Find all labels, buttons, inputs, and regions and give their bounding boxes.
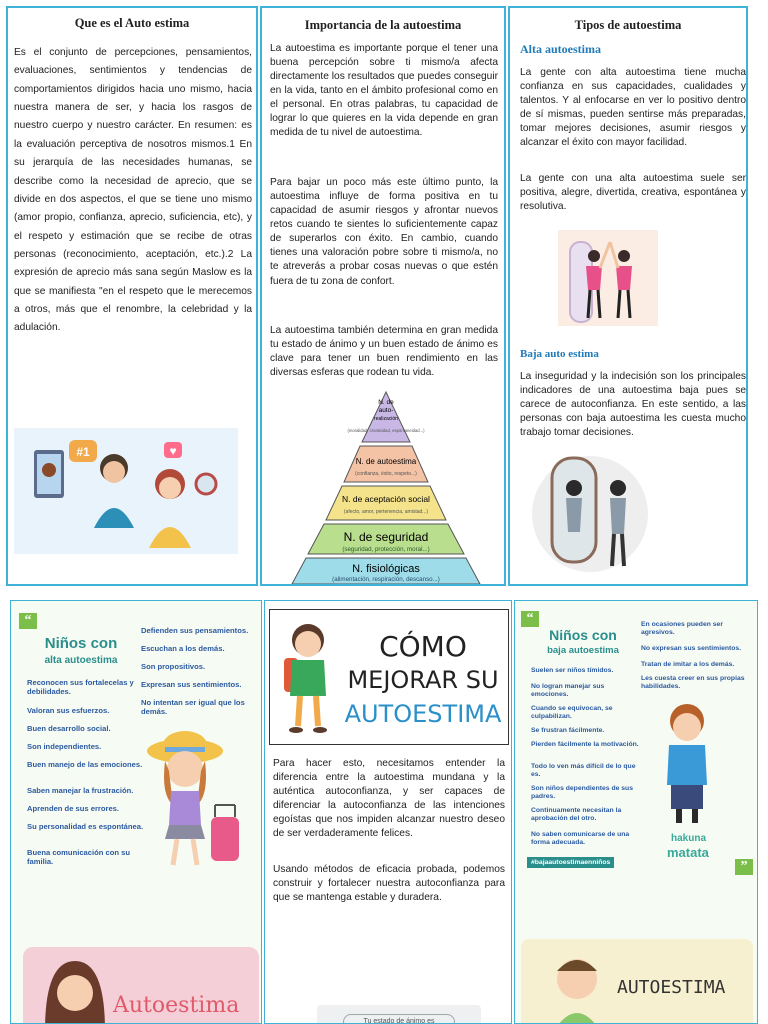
quote-end-icon: ” (735, 859, 753, 875)
heart-icon: ♥ (169, 444, 177, 458)
panel-como-mejorar (264, 600, 512, 1024)
illustration-high-five (558, 230, 658, 326)
panel-title: Que es el Auto estima (74, 16, 190, 30)
list-item: Son independientes. (27, 742, 102, 751)
list-item: Buen manejo de las emociones. (27, 760, 143, 769)
panel-body: Es el conjunto de percepciones, pensamientos, evaluaciones, sentimientos y tendencias de comportamientos dirigidos hacia uno mismo, hacia nuestra manera de ser, y hacia los rasgos de nuestro cuerpo y nuestro carácter. En resumen: es la evaluación perceptiva de nosotros mismos.1 En su jerarquía de las necesidades humanas, se describe como la necesidad de aprecio, que se divide en dos aspectos, el que se tiene uno mismo (amor propio, confianza, aprecio, suficiencia, etc), y el respeto y estimación que se recibe de otras personas (reconocimiento, aceptación, etc.).2 La expresión de aprecio más sana según Maslow es la que se manifiesta "en el respeto que le merecemos a otros, más que el renombre, la celebridad y la adulación. (14, 47, 252, 334)
pyramid-label: realización (374, 416, 398, 422)
quote-mark-icon: “ (19, 613, 37, 629)
pyramid-label: N. de seguridad (343, 530, 429, 544)
list-item: Escuchan a los demás. (141, 644, 225, 653)
list-item: Suelen ser niños tímidos. (531, 667, 614, 674)
list-item: No logran manejar sus emociones. (531, 683, 605, 698)
heading-box (269, 609, 509, 745)
pyramid-label: N. de (378, 399, 394, 406)
banner-title: Autoestima (113, 993, 240, 1018)
banner-autoestima-boy (521, 939, 753, 1024)
footer-pill: Tu estado de ánimo es (343, 1014, 455, 1024)
list-item: Defienden sus pensamientos. (141, 626, 249, 635)
info-title-line1: Niños con (549, 627, 617, 643)
pyramid-detail: (alimentación, respiración, descanso...) (332, 576, 440, 583)
footer-card (317, 1005, 481, 1024)
list-item: Todo lo ven más difícil de lo que es. (531, 763, 636, 778)
list-item: Son propositivos. (141, 662, 206, 671)
heading-line1: CÓMO (379, 630, 467, 663)
illustration-boy-backpack (280, 618, 336, 738)
paragraph-3: La autoestima también determina en gran medida tu estado de ánimo y un buen estado de ánimo es clave para tener un buen rendimiento en las diversas esferas que rodean tu vida. (270, 325, 498, 379)
info-title-line1: Niños con (44, 635, 118, 652)
list-item: Se frustran fácilmente. (531, 727, 605, 734)
info-title-line2: alta autoestima (44, 655, 118, 666)
brand-logo-matata: matata (667, 845, 709, 860)
list-item: Su personalidad es espontánea. (27, 822, 144, 831)
paragraph-1: Para hacer esto, necesitamos entender la diferencia entre la autoestima mundana y la auténtica autoconfianza, y ser capaces de diferenciar la autoconfianza de las intenciones egoístas que nos impiden alcanzar nuestro deseo de ser verdaderamente felices. (273, 758, 505, 840)
list-item: Aprenden de sus errores. (27, 804, 120, 813)
pyramid-label: N. de aceptación social (342, 494, 430, 504)
badge-number-one: #1 (76, 445, 90, 459)
panel-importancia (260, 6, 506, 586)
list-item: Expresan sus sentimientos. (141, 680, 242, 689)
pyramid-detail: (moralidad, creatividad, espontaneidad...) (347, 428, 425, 433)
list-item: No saben comunicarse de una forma adecuada. (531, 831, 630, 846)
subheading-baja: Baja auto estima (520, 348, 599, 360)
baja-paragraph-1: La inseguridad y la indecisión son los principales indicadores de una autoestima baja pues se carece de autoconfianza. En este sentido, a las personas con baja autoestima les cuesta mucho trabajo tomar decisiones. (520, 371, 746, 439)
paragraph-1: La autoestima es importante porque el tener una buena percepción sobre ti mismo/a afecta directamente los resultados que puedes conseguir en la vida, tanto en el ámbito profesional como en el personal. En otras palabras, tu capacidad de lograr lo que quieres en la vida depende en gran medida de tu nivel de autoestima. (270, 43, 498, 139)
alta-paragraph-1: La gente con alta autoestima tiene mucha confianza en sus capacidades, cualidades y talentos. Y al enfocarse en ver lo positivo dentro de sí mismas, pueden sentirse más preparadas, tomar mejores decisiones, asumir riesgos y alcanzar el éxito con mayor facilidad. (520, 67, 746, 149)
list-item: En ocasiones pueden ser agresivos. (641, 621, 723, 636)
list-item: Buena comunicación con su familia. (27, 848, 130, 866)
banner-title: AUTOESTIMA (617, 977, 726, 998)
info-title-line2: baja autoestima (547, 645, 619, 656)
alta-paragraph-2: La gente con una alta autoestima suele ser positiva, alegre, divertida, creativa, espontánea y resolutiva. (520, 173, 746, 213)
list-item: Valoran sus esfuerzos. (27, 706, 110, 715)
panel-ninos-alta (10, 600, 262, 1024)
list-item: No intentan ser igual que los demás. (141, 698, 245, 716)
illustration-sad-boy (657, 699, 717, 829)
maslow-pyramid (268, 390, 504, 586)
list-item: Cuando se equivocan, se culpabilizan. (531, 705, 613, 720)
list-item: Continuamente necesitan la aprobación del otro. (531, 807, 622, 822)
list-item: Reconocen sus fortalecelas y debilidades. (27, 678, 134, 696)
pyramid-label: auto- (378, 407, 394, 414)
list-item: Pierden fácilmente la motivación. (531, 741, 639, 748)
pyramid-detail: (confianza, éxito, respeto...) (355, 471, 417, 477)
paragraph-2: Usando métodos de eficacia probada, podemos construir y fortalecer nuestra autoconfianza para que se mantenga estable y duradera. (273, 864, 505, 904)
panel-ninos-baja (514, 600, 758, 1024)
illustration-social-media (14, 428, 238, 554)
banner-autoestima (23, 947, 259, 1024)
pyramid-label: N. fisiológicas (352, 563, 420, 575)
panel-title: Tipos de autoestima (574, 18, 682, 32)
list-item: Son niños dependientes de sus padres. (531, 785, 633, 800)
heading-line2: MEJORAR SU (347, 666, 499, 694)
pyramid-detail: (afecto, amor, pertenencia, amistad...) (343, 509, 429, 515)
list-item: Tratan de imitar a los demás. (641, 661, 735, 668)
panel-que-es-autoestima (6, 6, 258, 586)
brand-logo-hakuna: hakuna (671, 833, 707, 844)
panel-title: Importancia de la autoestima (304, 18, 462, 32)
pyramid-label: N. de autoestima (355, 457, 417, 466)
list-item: No expresan sus sentimientos. (641, 645, 742, 652)
subheading-alta: Alta autoestima (520, 42, 601, 56)
illustration-girl-suitcase (143, 725, 253, 875)
illustration-mirror-sad (530, 448, 654, 574)
heading-line3: AUTOESTIMA (344, 700, 502, 728)
quote-mark-icon: “ (521, 611, 539, 627)
panel-tipos-autoestima (508, 6, 748, 586)
list-item: Les cuesta creer en sus propias habilidades. (641, 675, 745, 690)
list-item: Buen desarrollo social. (27, 724, 111, 733)
pyramid-detail: (seguridad, protección, moral...) (342, 546, 430, 553)
paragraph-2: Para bajar un poco más este último punto, la autoestima influye de forma positiva en tu capacidad de asumir riesgos y afrontar nuevos retos cuando te sientes lo suficientemente capaz de superarlos con éxito. En cambio, cuando tienes una valoración pobre sobre ti mismo/a, no te atreverás a probar cosas nuevas o que estén fuera de tu zona de confort. (270, 177, 498, 287)
list-item: Saben manejar la frustración. (27, 786, 134, 795)
hashtag-badge: #bajaautoestimaenniños (527, 857, 614, 868)
